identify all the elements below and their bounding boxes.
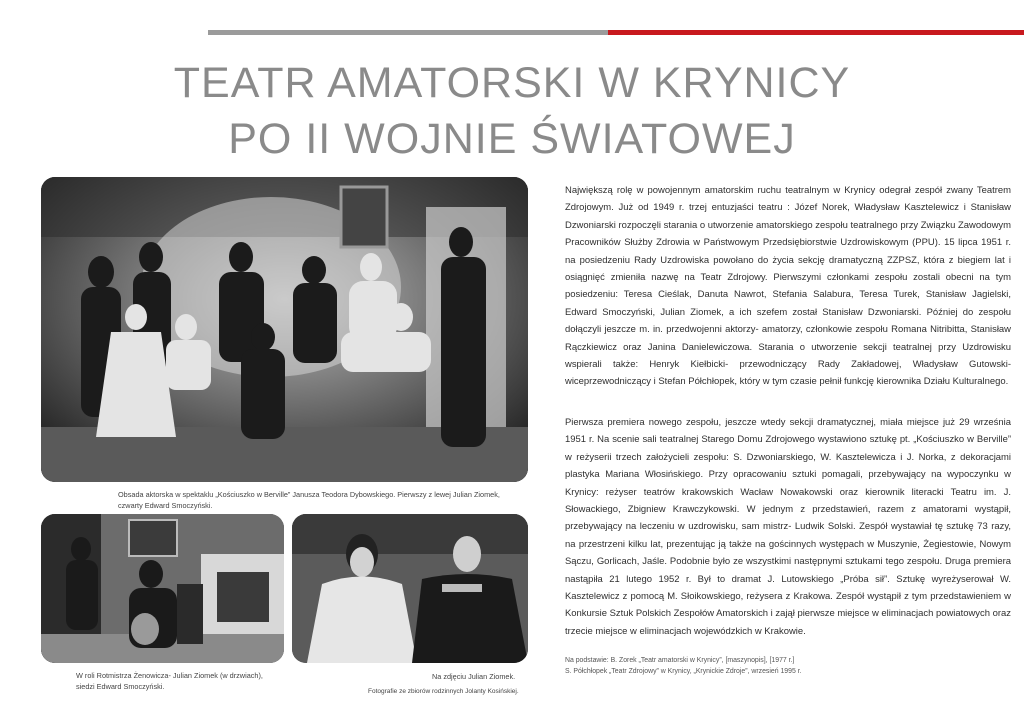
main-caption-line2: czwarty Edward Smoczyński. <box>118 501 213 510</box>
left-caption-line1: W roli Rotmistrza Żenowicza- Julian Ziomek (w drzwiach), <box>76 671 263 680</box>
top-bar-gray <box>208 30 608 35</box>
left-photo <box>41 514 284 663</box>
photo-credit: Fotografie ze zbiorów rodzinnych Jolanty Kosińskiej. <box>368 688 519 695</box>
article-paragraph-1: Największą rolę w powojennym amatorskim ruchu teatralnym w Krynicy odegrał zespół zwany Teatrem Zdrojowym. Już od 1949 r. trzej entuzjaści teatru : Józef Norek, Władysław Kasztelewicz i Stanisław Dzwoniarski rozpoczęli starania o utworzenie amatorskiego zespołu teatralnego przy Związku Zawodowym Pracowników Służby Zdrowia w Państwowym Przedsiębiorstwie Uzdrowiskowym (PPU). 15 lipca 1951 r. na posiedzeniu Rady Uzdrowiska powołano do życia sekcję dramatyczną ZZPSZ, która z biegiem lat i osiągnięć zmieniła nazwę na Teatr Zdrojowy. Pierwszymi członkami zespołu zostali obecni na tym posiedzeniu: Teresa Cieślak, Danuta Nawrot, Stefania Salabura, Teresa Turek, Stanisław Jagielski, Edward Smoczyński, Julian Ziomek, a ich szefem został Stanisław Dzwoniarski. Później do zespołu dołączyli jeszcze m. in. przedwojenni aktorzy- amatorzy, członkowie zespołu Romana Nitribitta, Stanisław Rączkiewicz oraz Janina Danielewiczowa. Starania o utworzenie sekcji teatralnej przy Uzdrowisku wspierali także: Henryk Kiełbicki- przewodniczący Rady Zakładowej, Władysław Gutowski- wiceprzewodniczący i Stefan Półchłopek, który w tym czasie pełnił funkcję kierownika Działu Kulturalnego. <box>565 185 1011 388</box>
left-caption-line2: siedzi Edward Smoczyński. <box>76 682 165 691</box>
main-caption-line1: Obsada aktorska w spektaklu „Kościuszko w Berville” Janusza Teodora Dybowskiego. Pierwszy z lewej Julian Ziomek, <box>118 490 500 499</box>
top-bar-red <box>608 30 1024 35</box>
main-photo-caption <box>118 489 538 511</box>
page-title-line2: PO II WOJNIE ŚWIATOWEJ <box>228 115 796 163</box>
article-paragraph-2: Pierwsza premiera nowego zespołu, jeszcze wtedy sekcji dramatycznej, miała miejsce już 29 września 1951 r. Na scenie sali teatralnej Starego Domu Zdrojowego wystawiono sztukę pt. „Kościuszko w Berville” w reżyserii trzech założycieli zespołu: S. Dzwoniarskiego, W. Kasztelewicza i J. Norka, z dekoracjami plastyka Mariana Włosińskiego. Przy opracowaniu sztuki pomagali, przebywający na wypoczynku w Krynicy: reżyser teatrów krakowskich Wacław Nowakowski oraz kierownik literacki Teatru im. J. Słowackiego, Zbigniew Krawczykowski. W jednym z przedstawień, razem z amatorami wystąpił, przebywający na leczeniu w uzdrowisku, sam mistrz- Ludwik Solski. Zespół wystawiał tę sztukę 73 razy, na przestrzeni kilku lat, prezentując ją także na gościnnych występach w Muszynie, Żegiestowie, Nowym Sączu, Gorlicach, Jaśle. Podobnie było ze wszystkimi następnymi sztukami tego zespołu. Druga premiera nastąpiła 21 lutego 1952 r. Był to dramat J. Lutowskiego „Próba sił”. Sztukę wyreżyserował W. Kasztelewicz z pomocą M. Słoikowskiego, reżysera z Krakowa. Zespół wystąpił z tym przedstawieniem w Konkursie Sztuk Polskich Zespołów Amatorskich i zajął pierwsze miejsce w eliminacjach powiatowych oraz trzecie miejsce w eliminacjach wojewódzkich w Krakowie. <box>565 417 1011 637</box>
sources <box>565 656 1011 677</box>
main-photo <box>41 177 528 482</box>
source-line-2: S. Półchłopek „Teatr Zdrojowy” w Krynicy, „Krynickie Zdroje”, wrzesień 1995 r. <box>565 667 802 675</box>
right-photo <box>292 514 528 663</box>
page-title-line1: TEATR AMATORSKI W KRYNICY <box>173 59 851 107</box>
right-photo-caption: Na zdjęciu Julian Ziomek. <box>432 672 516 681</box>
source-line-1: Na podstawie: B. Zorek „Teatr amatorski w Krynicy”, [maszynopis], [1977 r.] <box>565 657 795 664</box>
left-photo-caption <box>76 670 316 692</box>
